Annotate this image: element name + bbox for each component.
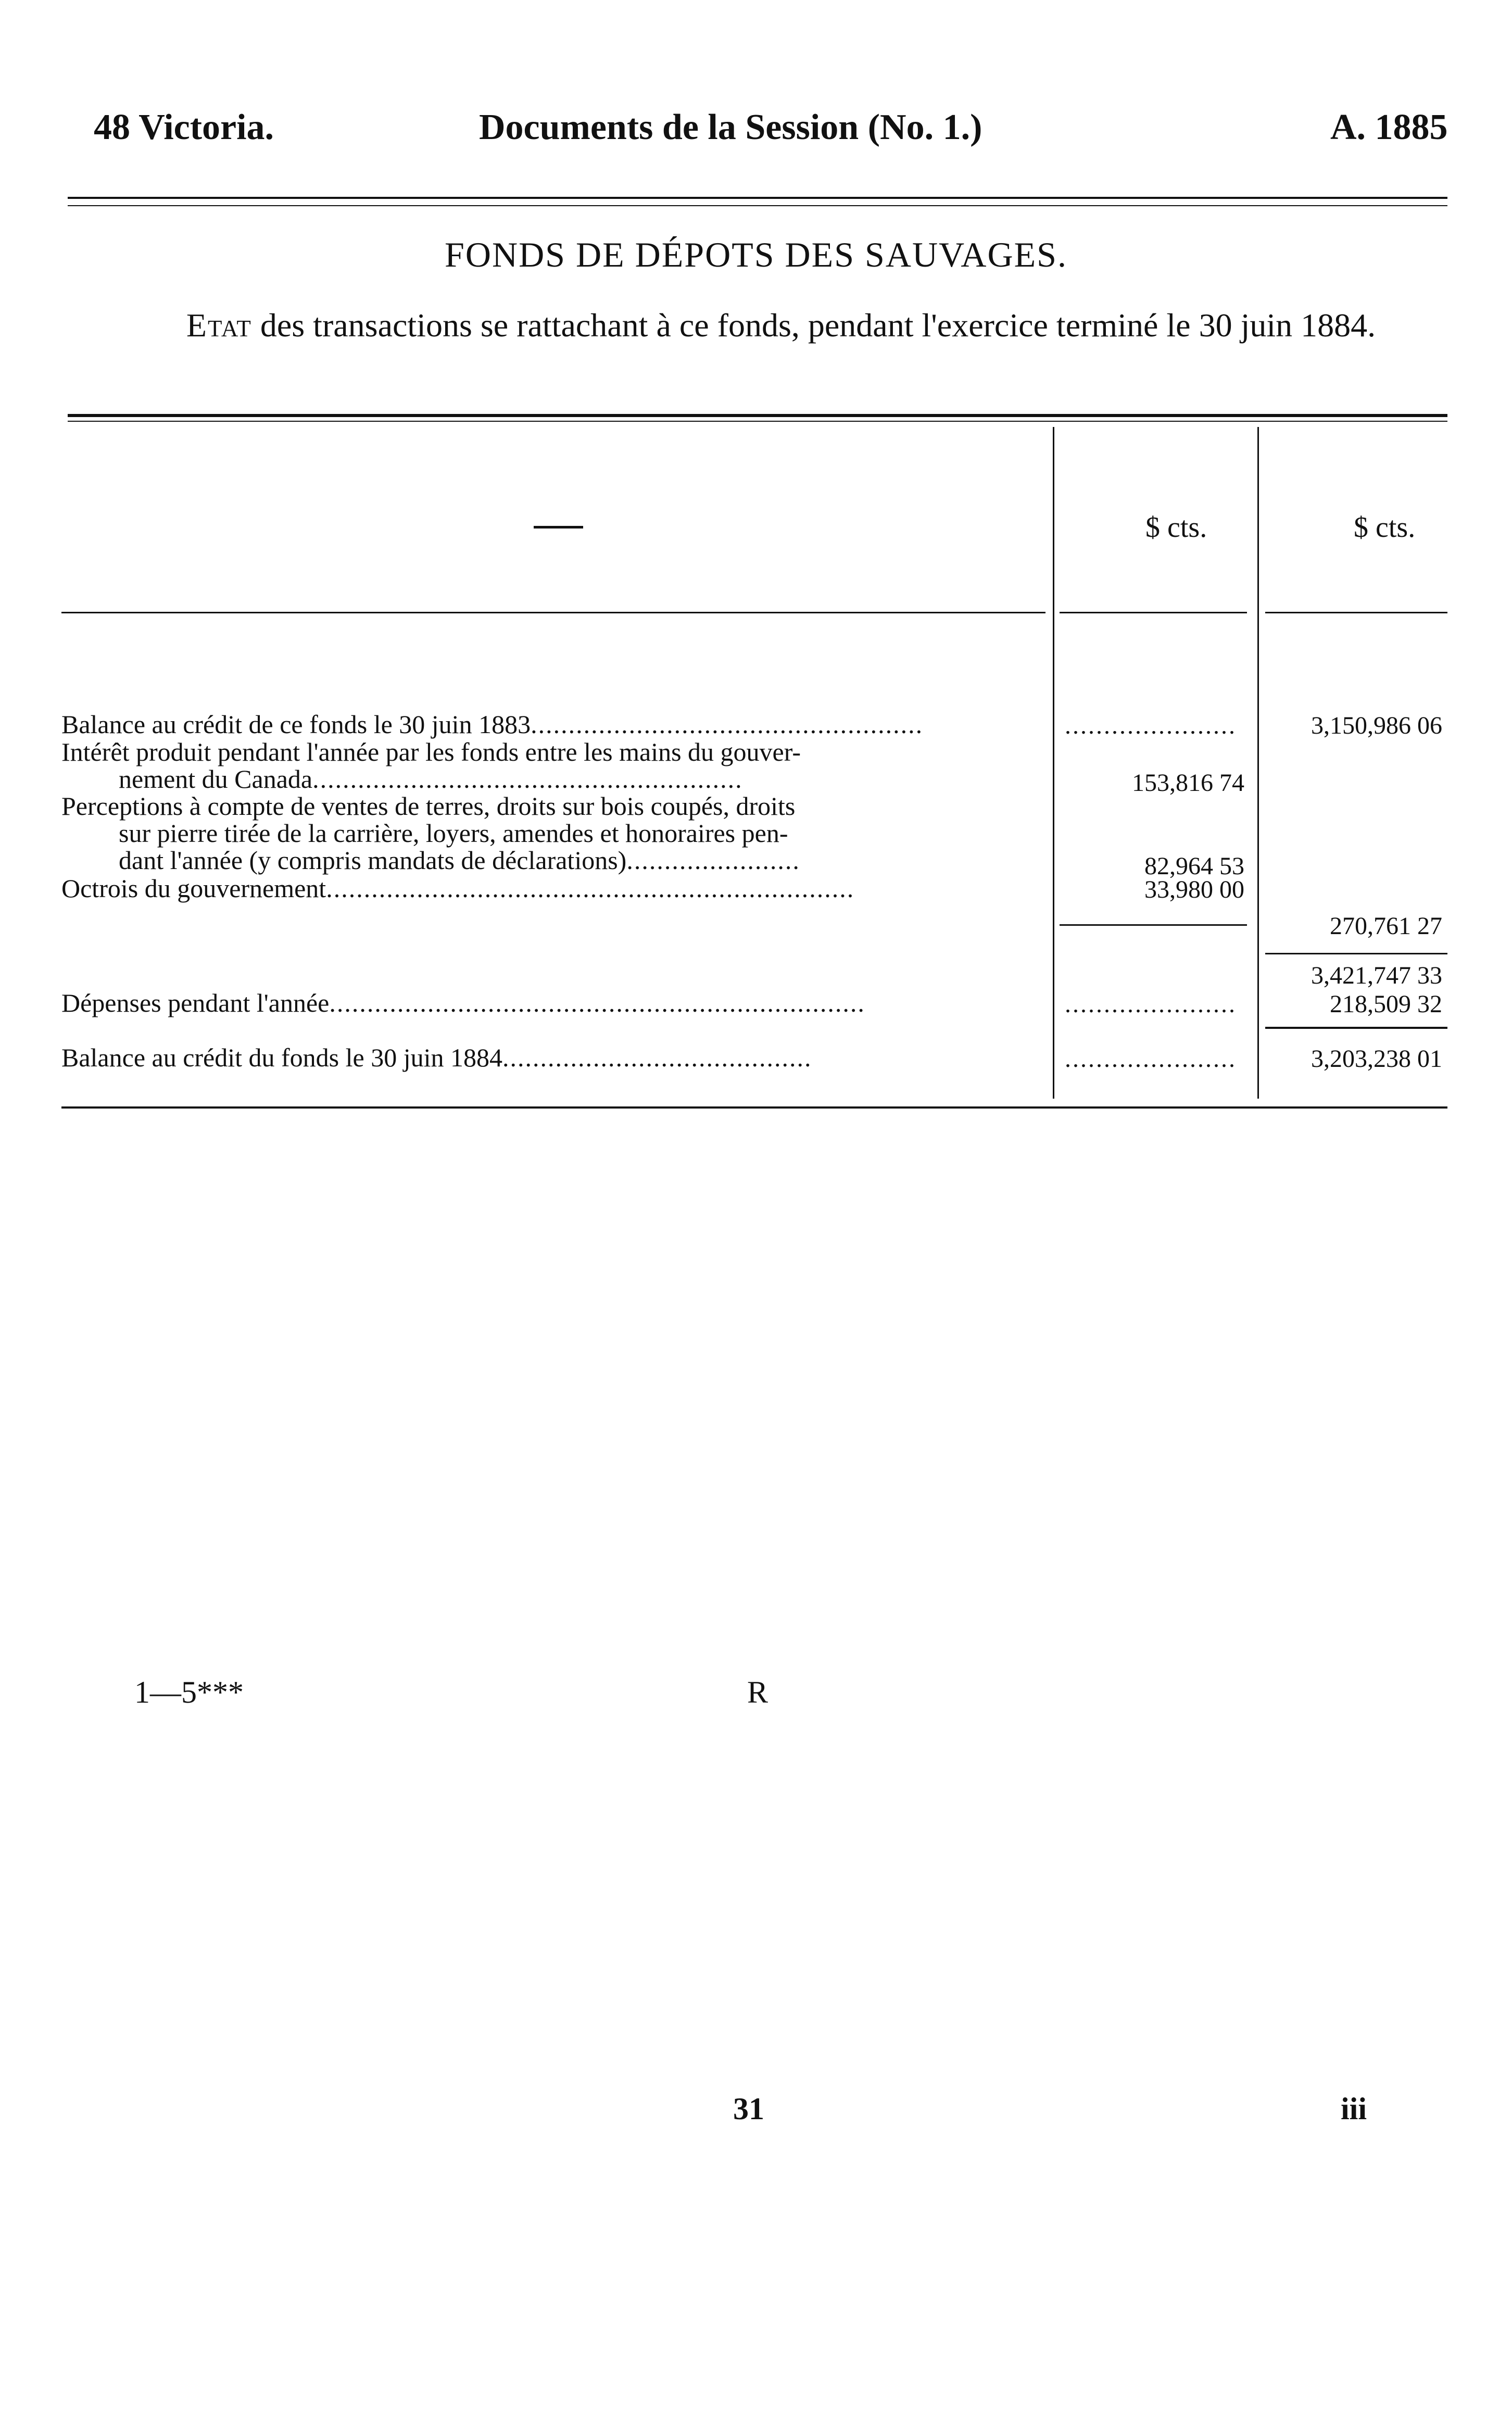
- description-column-header: [534, 526, 583, 528]
- leader-dots: ....................................................: [531, 710, 924, 739]
- leader-dots: .......................: [626, 846, 800, 875]
- row-amount: 82,964 53: [1144, 852, 1244, 880]
- subtitle-lead: Etat: [186, 307, 252, 344]
- table-top-rule-thin: [68, 421, 1447, 422]
- table-row-receipts: [61, 792, 1051, 874]
- header-documents: Documents de la Session (No. 1.): [479, 107, 982, 147]
- header-session: 48 Victoria.: [94, 107, 274, 147]
- subtotal-amount: 3,421,747 33: [1311, 962, 1442, 989]
- header-rule-col2: [1265, 612, 1447, 613]
- header-rule-desc: [61, 612, 1045, 613]
- leader-dots: .........................................: [502, 1043, 812, 1072]
- row-label: Dépenses pendant l'année: [61, 988, 330, 1017]
- leader-dots: .......................................................................: [329, 988, 865, 1017]
- row-label-line: dant l'année (y compris mandats de déclarations): [119, 846, 627, 875]
- row-amount: 218,509 32: [1330, 990, 1442, 1018]
- table-col1-divider: [1053, 427, 1054, 1099]
- table-row-interest: [61, 738, 1051, 792]
- col2-sum-rule: [1265, 953, 1447, 954]
- col2-result-rule: [1265, 1027, 1447, 1029]
- table-row-grants: [61, 875, 1051, 902]
- signature-mark: 1—5***: [134, 1675, 244, 1709]
- leader-dots: ......................................................................: [326, 874, 855, 903]
- col1-leader-dots: ......................: [1065, 1045, 1237, 1073]
- col1-header: $ cts.: [1145, 511, 1207, 544]
- header-rule-thick: [68, 197, 1447, 199]
- col1-leader-dots: ......................: [1065, 712, 1237, 739]
- row-label-line: sur pierre tirée de la carrière, loyers, amendes et honoraires pen-: [119, 819, 788, 848]
- col1-leader-dots: ......................: [1065, 990, 1237, 1018]
- row-amount-total-receipts: 270,761 27: [1330, 912, 1442, 940]
- page-title: FONDS DE DÉPOTS DES SAUVAGES.: [445, 235, 1067, 274]
- col1-sum-rule: [1060, 924, 1247, 926]
- page-number: 31: [733, 2092, 764, 2126]
- row-label-line: Perceptions à compte de ventes de terres, droits sur bois coupés, droits: [61, 791, 796, 821]
- sheet-mark: R: [747, 1675, 768, 1709]
- row-amount: 33,980 00: [1144, 876, 1244, 903]
- table-row-closing-balance: [61, 1044, 1051, 1071]
- row-amount: 3,150,986 06: [1311, 712, 1442, 739]
- header-rule-thin: [68, 205, 1447, 206]
- header-year: A. 1885: [1330, 107, 1448, 147]
- row-label: Octrois du gouvernement: [61, 874, 326, 903]
- header-rule-col1: [1060, 612, 1247, 613]
- row-label: Balance au crédit du fonds le 30 juin 1884: [61, 1043, 502, 1072]
- row-label-line: Intérêt produit pendant l'année par les fonds entre les mains du gouver-: [61, 737, 801, 766]
- subtitle-text: des transactions se rattachant à ce fonds, pendant l'exercice terminé le 30 juin 1884.: [260, 307, 1376, 344]
- row-label-line: nement du Canada: [119, 764, 313, 794]
- roman-page-number: iii: [1341, 2092, 1367, 2126]
- leader-dots: .........................................................: [312, 764, 743, 794]
- table-row-expenses: [61, 989, 1051, 1016]
- table-row-opening-balance: [61, 711, 1051, 738]
- table-top-rule: [68, 414, 1447, 417]
- table-bottom-rule: [61, 1106, 1447, 1109]
- table-col2-divider: [1257, 427, 1259, 1099]
- statement-subtitle: [156, 305, 1406, 346]
- row-amount: 153,816 74: [1132, 769, 1244, 797]
- col2-header: $ cts.: [1354, 511, 1416, 544]
- row-amount: 3,203,238 01: [1311, 1045, 1442, 1073]
- row-label: Balance au crédit de ce fonds le 30 juin 1883: [61, 710, 531, 739]
